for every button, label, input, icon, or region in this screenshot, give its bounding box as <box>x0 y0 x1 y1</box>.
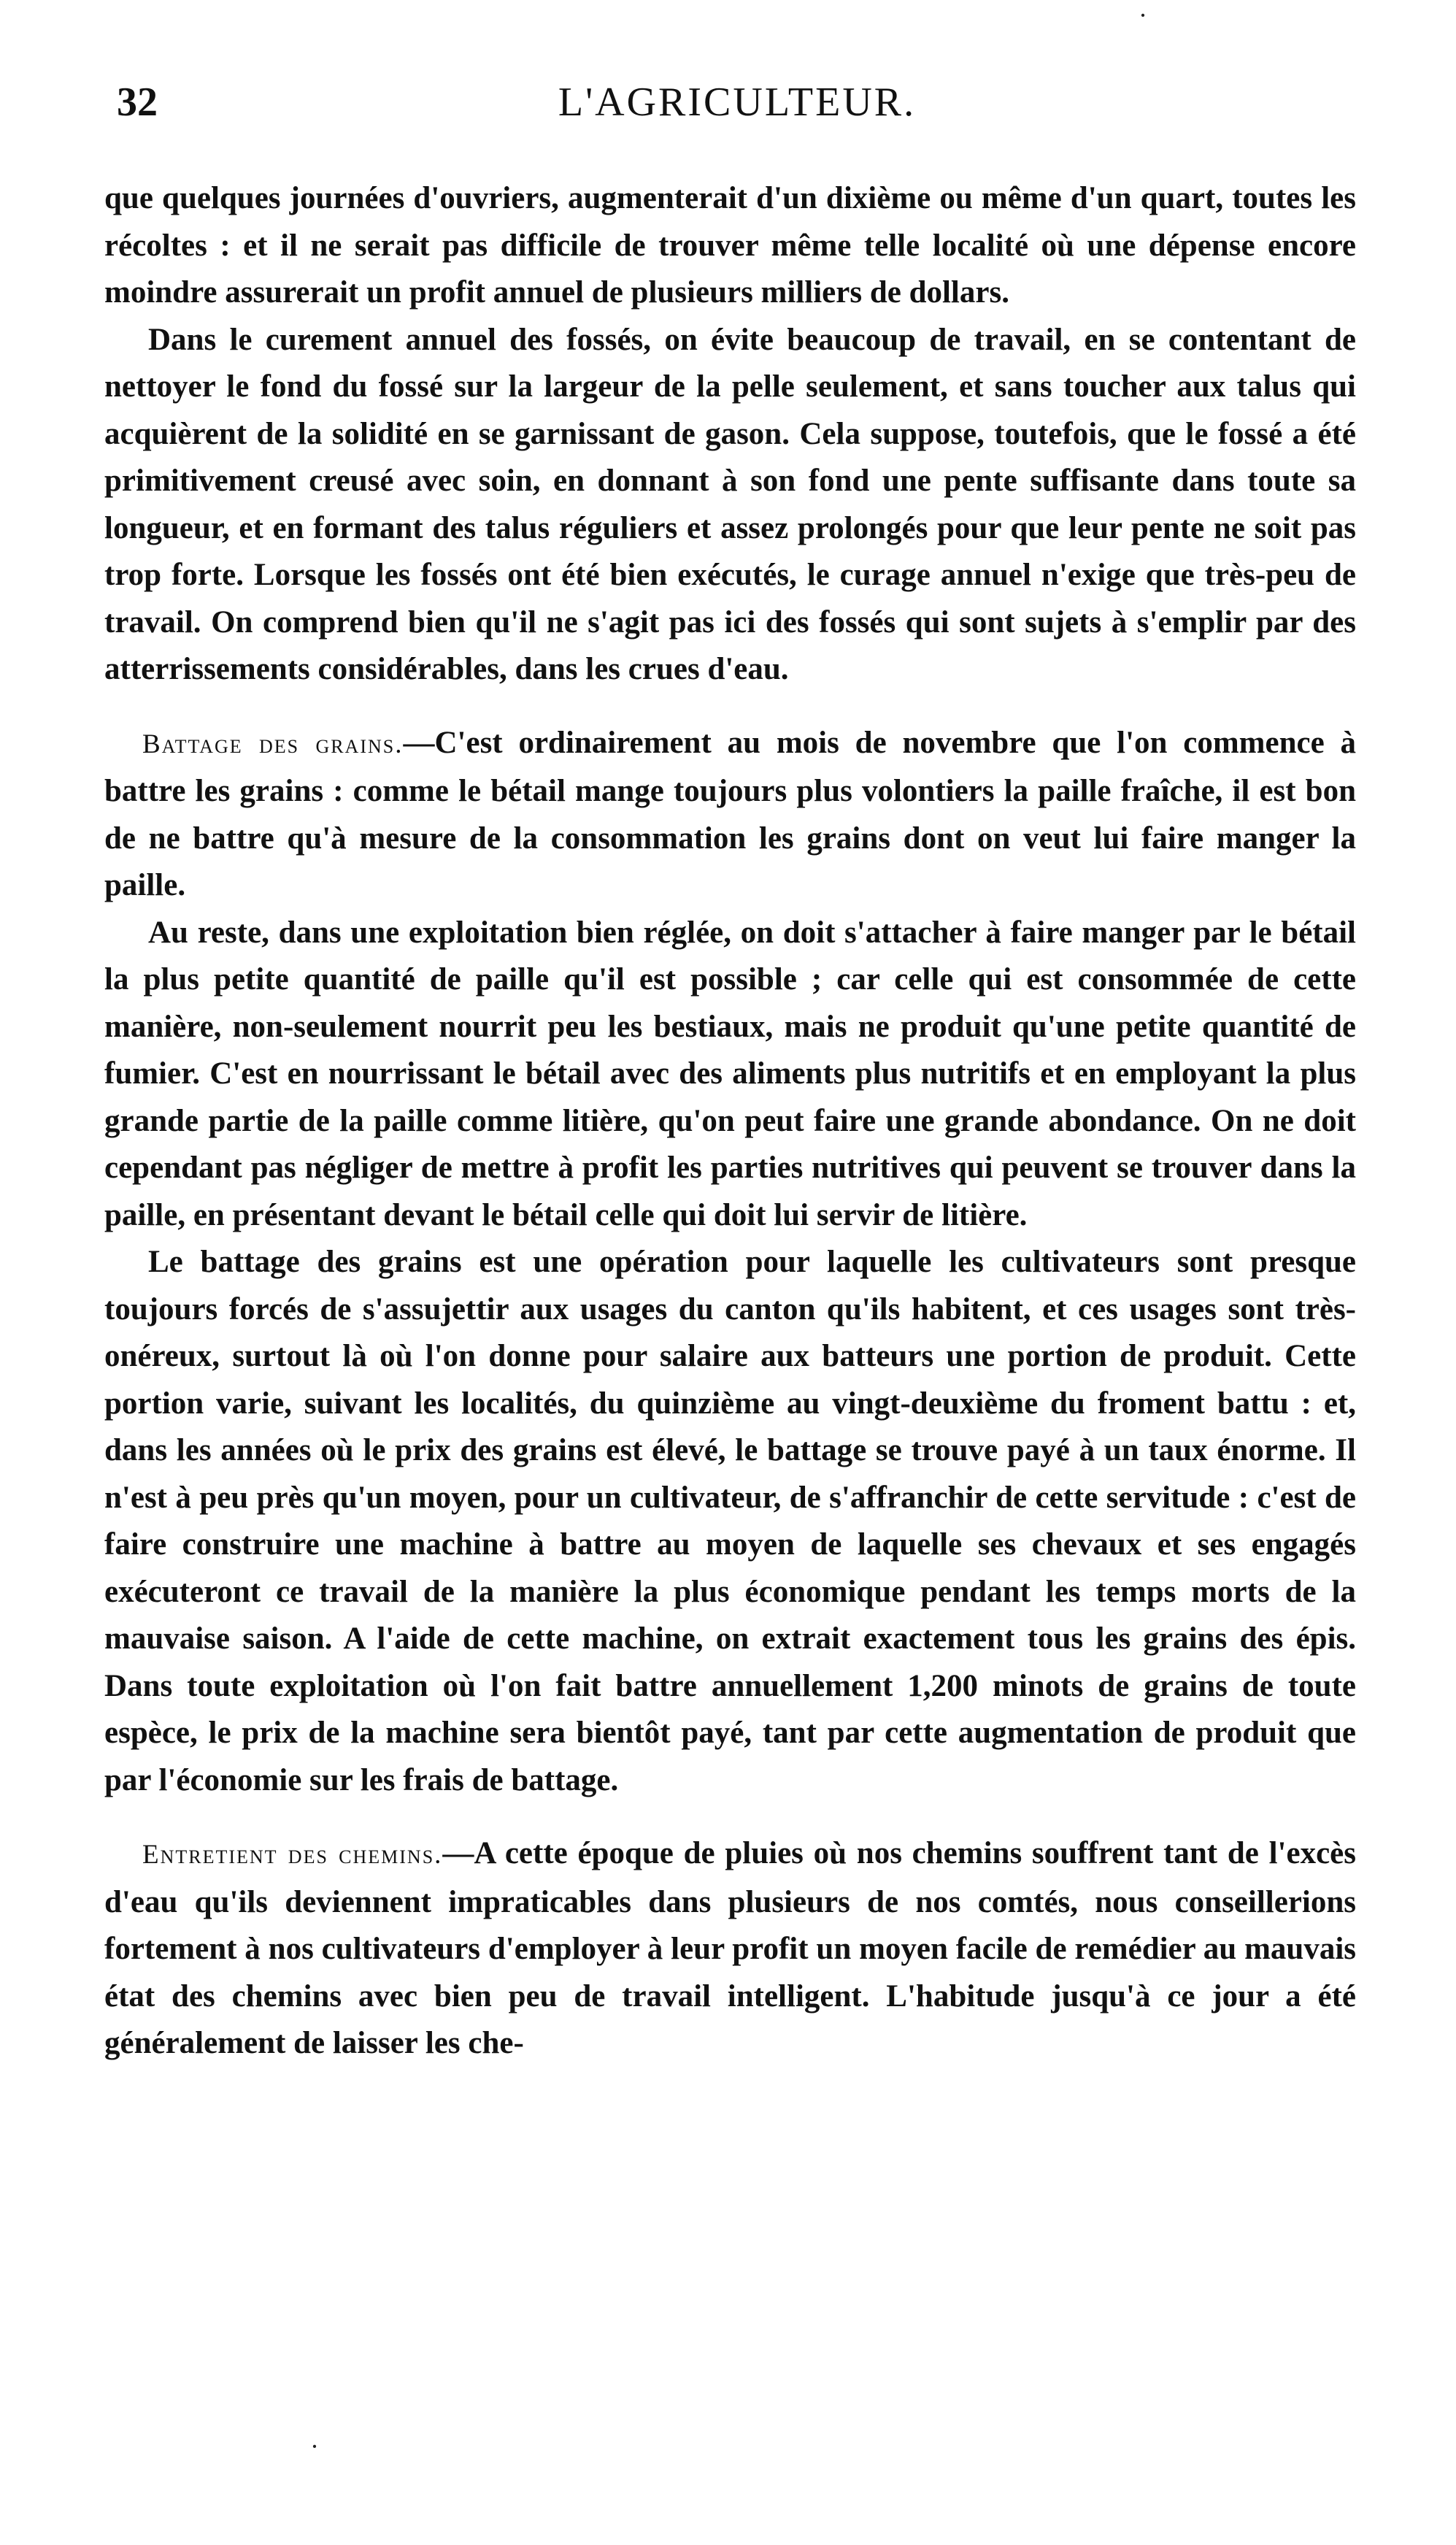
paragraph-fosses: Dans le curement annuel des fossés, on évite beaucoup de travail, en se contentant de nettoyer le fond du fossé sur la largeur de la pelle seulement, et sans toucher aux talus qui acquièrent de la solidité en se garnissant de gason. Cela suppose, toutefois, que le fossé a été primitivement creusé avec soin, en donnant à son fond une pente suffisante dans toute sa longueur, et en formant des talus réguliers et assez prolongés pour que leur pente ne soit pas trop forte. Lorsque les fossés ont été bien exécutés, le curage annuel n'exige que très-peu de travail. On comprend bien qu'il ne s'agit pas ici des fossés qui sont sujets à s'emplir par des atterrissements considérables, dans les crues d'eau. <box>104 322 1356 686</box>
scan-speck: · <box>310 2432 319 2461</box>
section-battage-lead: —C'est ordinairement au mois de novembre que l'on commence à battre les grains : comme le bétail mange toujours plus volontiers la paille fraîche, il est bon de ne battre qu'à mesure de la consommation les grains dont on veut lui faire manger la paille. <box>104 725 1356 902</box>
page-number: 32 <box>117 80 158 125</box>
section-gap <box>104 1804 1356 1830</box>
section-chemins <box>104 1830 1356 2068</box>
section-heading-chemins: Entretient des chemins. <box>142 1840 443 1870</box>
paragraph-paille: Au reste, dans une exploitation bien réglée, on doit s'attacher à faire manger par le bétail la plus petite quantité de paille qu'il est possible ; car celle qui est consommée de cette manière, non-seulement nourrit peu les bestiaux, mais ne produit qu'une petite quantité de fumier. C'est en nourrissant le bétail avec des aliments plus nutritifs et en employant la plus grande partie de la paille comme litière, qu'on peut faire une grande abondance. On ne doit cependant pas négliger de mettre à profit les parties nutritives qui peuvent se trouver dans la paille, en présentant devant le bétail celle qui doit lui servir de litière. <box>104 915 1356 1232</box>
section-gap <box>104 694 1356 720</box>
paragraph-continued: que quelques journées d'ouvriers, augmenterait d'un dixième ou même d'un quart, toutes les récoltes : et il ne serait pas difficile de trouver même telle localité où une dépense encore moindre assurerait un profit annuel de plusieurs milliers de dollars. <box>104 181 1356 310</box>
paragraph-machine: Le battage des grains est une opération pour laquelle les cultivateurs sont presque toujours forcés de s'assujettir aux usages du canton qu'ils habitent, et ces usages sont très-onéreux, surtout là où l'on donne pour salaire aux batteurs une portion de produit. Cette portion varie, suivant les localités, du quinzième au vingt-deuxième du froment battu : et, dans les années où le prix des grains est élevé, le battage se trouve payé à un taux énorme. Il n'est à peu près qu'un moyen, pour un cultivateur, de s'affranchir de cette servitude : c'est de faire construire une machine à battre au moyen de laquelle ses chevaux et ses engagés exécuteront ce travail de la manière la plus économique pendant les temps morts de la mauvaise saison. A l'aide de cette machine, on extrait exactement tous les grains des épis. Dans toute exploitation où l'on fait battre annuellement 1,200 minots de grains de toute espèce, le prix de la machine sera bientôt payé, tant par cette augmentation de produit que par l'économie sur les frais de battage. <box>104 1245 1356 1797</box>
section-chemins-lead: —A cette époque de pluies où nos chemins souffrent tant de l'excès d'eau qu'ils deviennent impraticables dans plusieurs de nos comtés, nous conseillerions fortement à nos cultivateurs d'employer à leur profit un moyen facile de remédier au mauvais état des chemins avec bien peu de travail intelligent. L'habitude jusqu'à ce jour a été généralement de laisser les che- <box>104 1836 1356 2060</box>
scan-speck: · <box>1139 1 1147 30</box>
running-head: L'AGRICULTEUR. <box>558 80 917 125</box>
section-heading-battage: Battage des grains. <box>142 729 404 759</box>
body-text <box>104 175 1356 2068</box>
section-battage <box>104 720 1356 910</box>
page-header <box>117 79 1357 137</box>
